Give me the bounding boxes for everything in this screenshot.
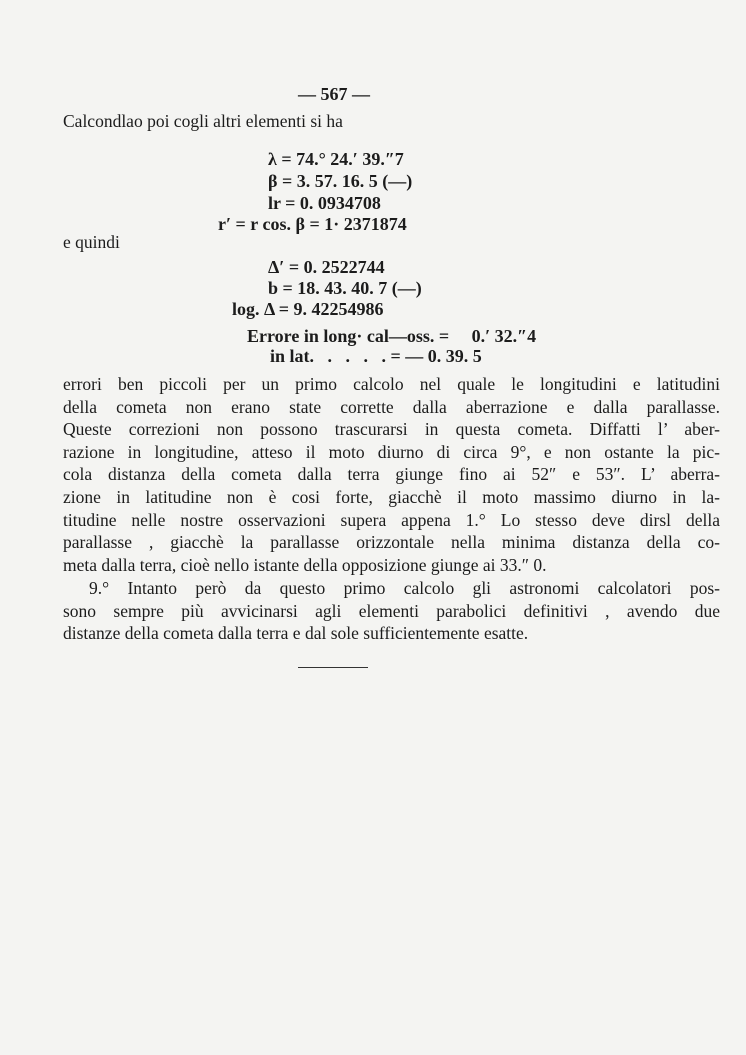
r-prime-formula: r′ = r cos. β = 1· 2371874 — [218, 214, 407, 234]
text-line: razione in longitudine, atteso il moto diurno di circa 9°, e non ostante la pic- — [63, 441, 720, 462]
error-longitude: Errore in long· cal—oss. = 0.′ 32.″4 — [247, 326, 537, 346]
text-line: titudine nelle nostre osservazioni supera appena 1.° Lo stesso deve dirsl della — [63, 509, 720, 530]
derived-b: b = 18. 43. 40. 7 (—) — [268, 278, 422, 298]
text-line: parallasse , giacchè la parallasse orizzontale nella minima distanza della co- — [63, 532, 720, 553]
paragraph-2 — [63, 577, 720, 645]
text-line: cola distanza della cometa dalla terra giunge fino ai 52″ e 53″. L’ aberra- — [63, 464, 720, 485]
intro-line: Calcondlao poi cogli altri elementi si ha — [63, 111, 343, 131]
text-line: zione in latitudine non è cosi forte, giacchè il moto massimo diurno in la- — [63, 486, 720, 507]
text-line: distanze della cometa dalla terra e dal sole sufficientemente esatte. — [63, 623, 529, 644]
e-quindi: e quindi — [63, 232, 120, 252]
text-line: 9.° Intanto però da questo primo calcolo gli astronomi calcolatori pos- — [89, 578, 720, 598]
paragraph-1 — [63, 373, 720, 576]
element-lambda: λ = 74.° 24.′ 39.″7 — [268, 149, 404, 169]
text-line: errori ben piccoli per un primo calcolo nel quale le longitudini e latitudini — [63, 374, 720, 394]
text-line: sono sempre più avvicinarsi agli elementi parabolici definitivi , avendo due — [63, 600, 720, 621]
page-number: — 567 — — [298, 84, 370, 104]
text-line: Queste correzioni non possono trascurarsi in questa cometa. Diffatti l’ aber- — [63, 419, 720, 440]
error-latitude: in lat. . . . . = — 0. 39. 5 — [270, 346, 482, 366]
derived-delta-prime: Δ′ = 0. 2522744 — [268, 257, 385, 277]
text-line: meta dalla terra, cioè nello istante della opposizione giunge ai 33.″ 0. — [63, 554, 547, 575]
element-lr: lr = 0. 0934708 — [268, 193, 381, 213]
derived-log-delta: log. Δ = 9. 42254986 — [232, 299, 384, 319]
text-line: della cometa non erano state corrette dalla aberrazione e dalla parallasse. — [63, 396, 720, 417]
section-divider — [298, 667, 368, 668]
element-beta: β = 3. 57. 16. 5 (—) — [268, 171, 413, 191]
